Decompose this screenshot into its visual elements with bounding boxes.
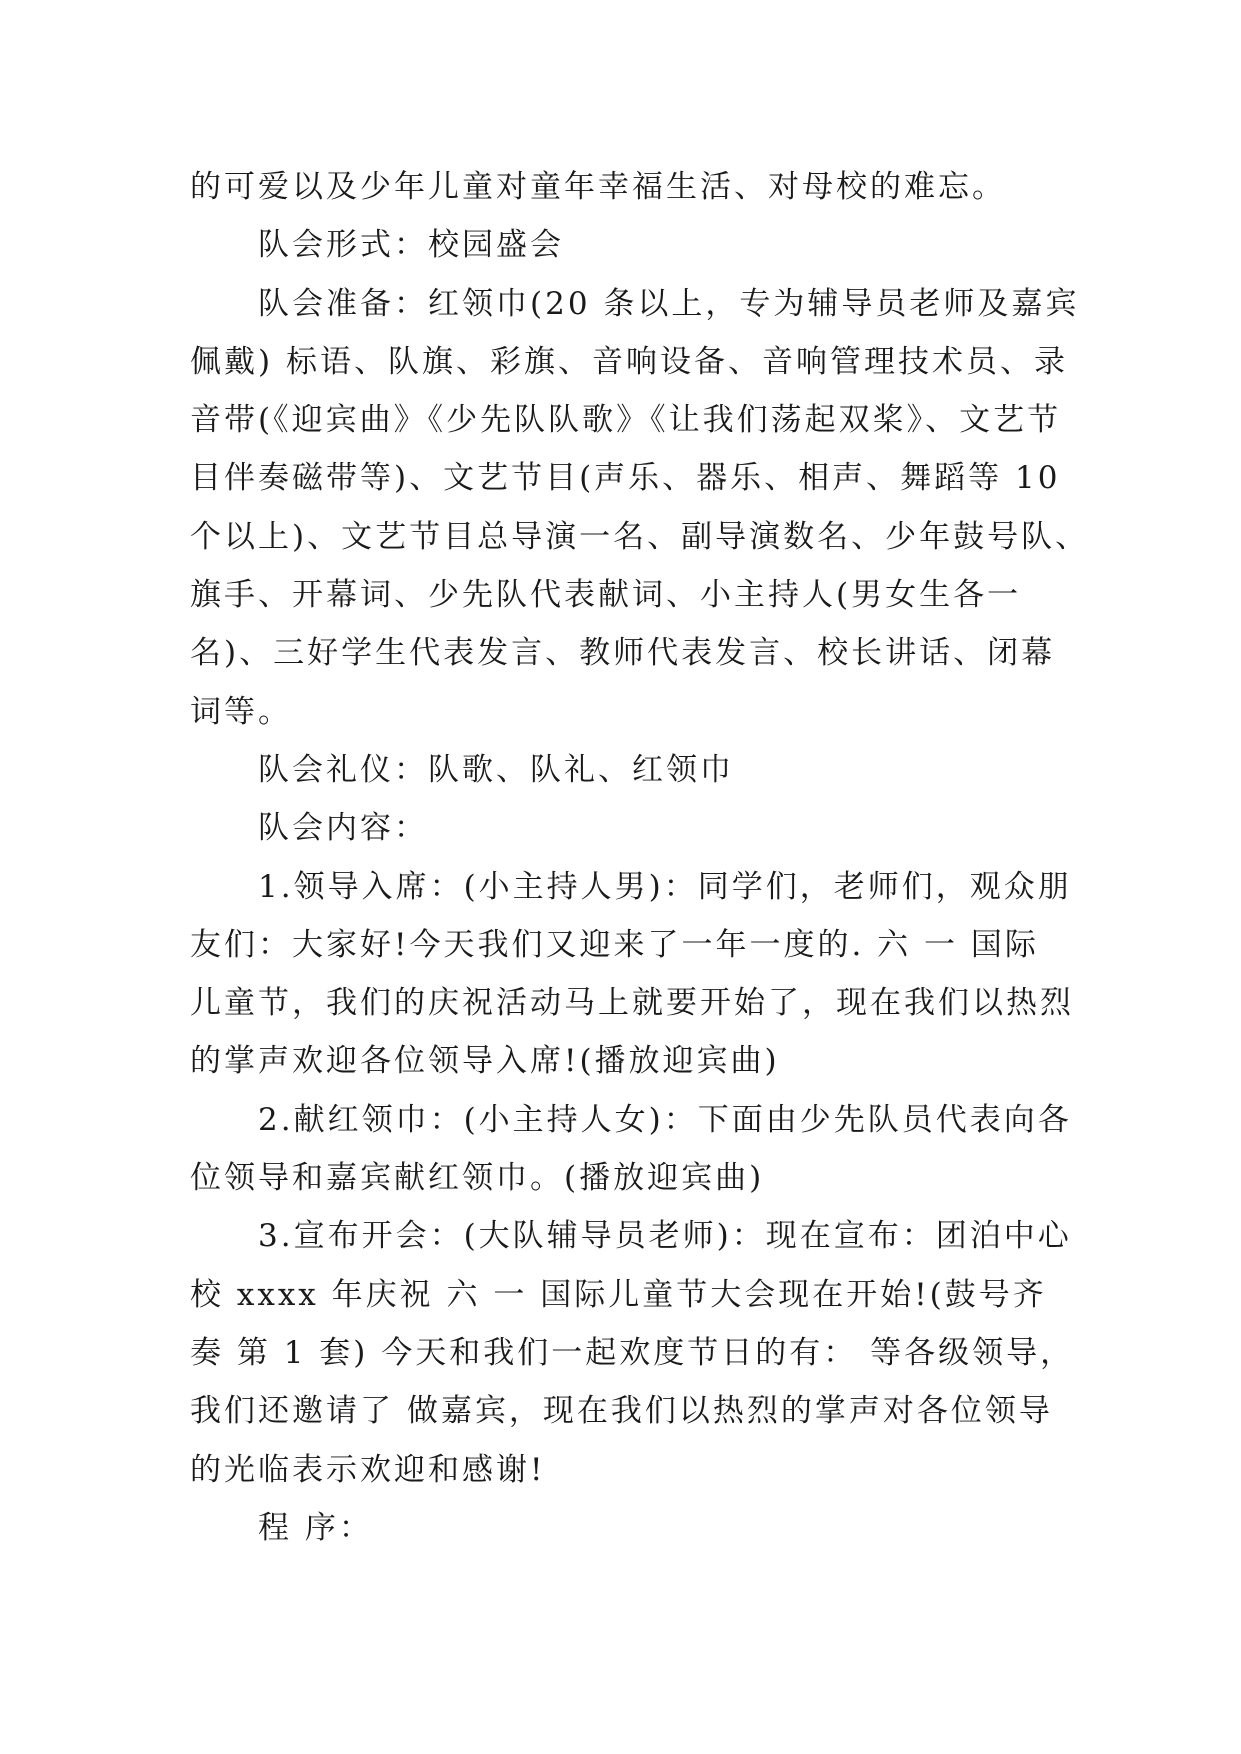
text-line: 名)、三好学生代表发言、教师代表发言、校长讲话、闭幕 [190,635,1056,672]
text-line: 队会准备：红领巾(20 条以上，专为辅导员老师及嘉宾 [258,285,1080,322]
text-line: 音带(《迎宾曲》《少先队队歌》《让我们荡起双桨》、文艺节 [190,402,1062,439]
text-line: 1.领导入席：(小主持人男)：同学们，老师们，观众朋 [258,868,1072,905]
text-line: 目伴奏磁带等)、文艺节目(声乐、器乐、相声、舞蹈等 10 [190,460,1061,497]
text-line: 队会内容： [258,810,428,847]
text-line: 程 序： [258,1509,373,1546]
document-body [190,158,1090,1557]
text-line: 个以上)、文艺节目总导演一名、副导演数名、少年鼓号队、 [190,518,1090,555]
text-line: 的光临表示欢迎和感谢! [190,1451,546,1488]
text-line: 3.宣布开会：(大队辅导员老师)：现在宣布：团泊中心 [258,1218,1072,1255]
text-line: 儿童节，我们的庆祝活动马上就要开始了，现在我们以热烈 [190,985,1074,1022]
text-line: 的可爱以及少年儿童对童年幸福生活、对母校的难忘。 [190,169,1006,205]
text-line: 我们还邀请了 做嘉宾，现在我们以热烈的掌声对各位领导 [190,1393,1053,1430]
text-line: 词等。 [190,693,292,730]
text-line: 奏 第 1 套) 今天和我们一起欢度节日的有： 等各级领导， [190,1334,1075,1371]
text-line: 校 xxxx 年庆祝 六 一 国际儿童节大会现在开始!(鼓号齐 [190,1276,1047,1313]
text-line: 的掌声欢迎各位领导入席!(播放迎宾曲) [190,1043,780,1080]
text-line: 队会形式：校园盛会 [258,227,564,264]
text-line: 队会礼仪：队歌、队礼、红领巾 [258,751,734,788]
text-line: 友们：大家好!今天我们又迎来了一年一度的. 六 一 国际 [190,926,1039,963]
text-line: 位领导和嘉宾献红领巾。(播放迎宾曲) [190,1160,765,1197]
text-line: 2.献红领巾：(小主持人女)：下面由少先队员代表向各 [258,1101,1072,1138]
text-line: 旗手、开幕词、少先队代表献词、小主持人(男女生各一 [190,577,1022,614]
text-line: 佩戴) 标语、队旗、彩旗、音响设备、音响管理技术员、录 [190,343,1068,380]
